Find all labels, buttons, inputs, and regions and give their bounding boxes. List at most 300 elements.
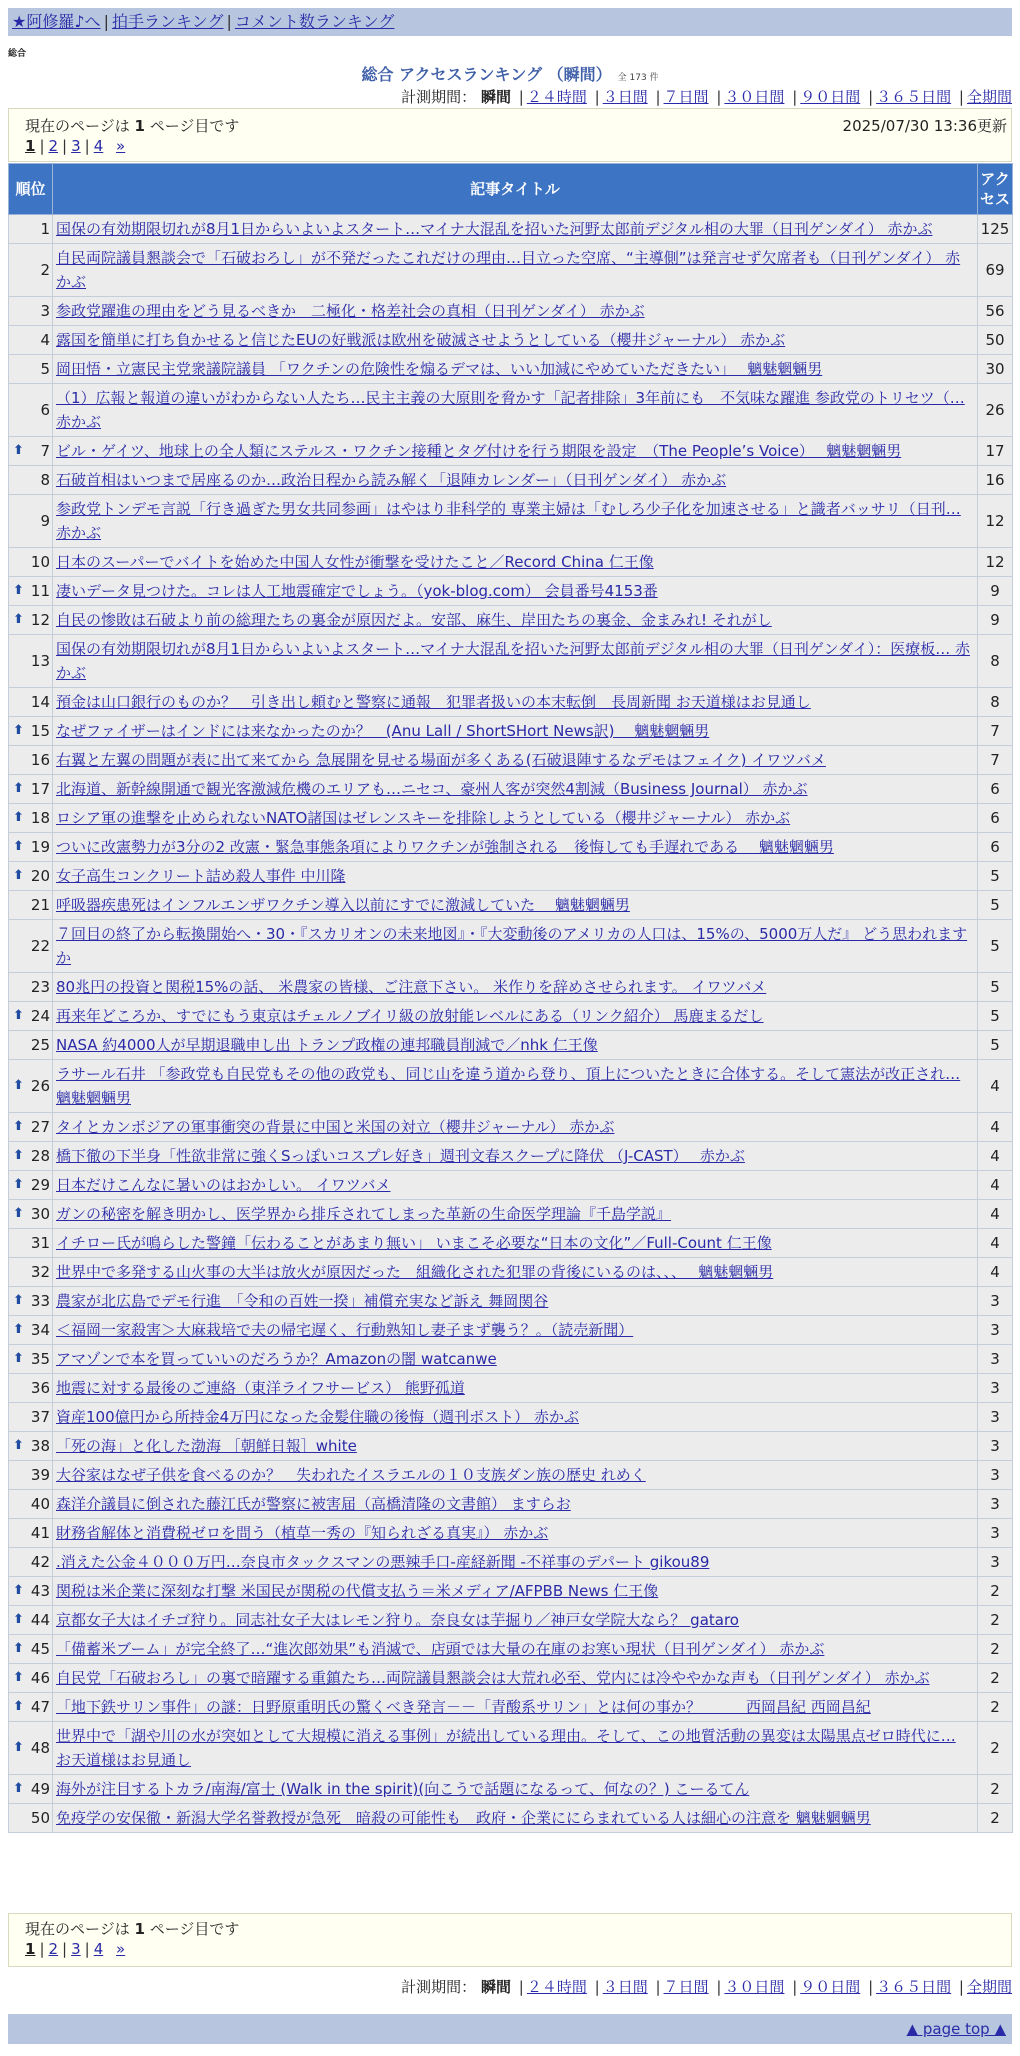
title-cell — [53, 326, 978, 355]
article-title-link[interactable]: 大谷家はなぜ子供を食べるのか？ 失われたイスラエルの１０支族ダン族の歴史 れめく — [56, 1466, 646, 1484]
pager-next[interactable]: » — [116, 1940, 126, 1958]
title-cell — [53, 862, 978, 891]
access-count: 9 — [978, 577, 1013, 606]
table-row — [9, 891, 1013, 920]
rank-cell — [9, 1345, 53, 1374]
article-title-link[interactable]: 再来年どころか、すでにもう東京はチェルノブイリ級の放射能レベルにある（リンク紹介） 馬鹿まるだし — [56, 1007, 764, 1025]
rank-cell — [9, 1031, 53, 1060]
rank-cell — [9, 1635, 53, 1664]
up-arrow-icon: ⬆ — [13, 1351, 24, 1366]
rank-number: 49 — [30, 1780, 50, 1798]
title-cell — [53, 1403, 978, 1432]
rank-number: 36 — [30, 1379, 50, 1397]
rank-cell — [9, 437, 53, 466]
access-count: 50 — [978, 326, 1013, 355]
article-title-link[interactable]: 免疫学の安保徹・新潟大学名誉教授が急死 暗殺の可能性も 政府・企業ににらまれている人は細心の注意を 魑魅魍魎男 — [56, 1809, 871, 1827]
rank-cell — [9, 495, 53, 548]
title-cell — [53, 577, 978, 606]
period-link-365d[interactable]: ３６５日間 — [876, 1978, 952, 1996]
access-count: 12 — [978, 548, 1013, 577]
table-row — [9, 1606, 1013, 1635]
article-title-link[interactable]: タイとカンボジアの軍事衝突の背景に中国と米国の対立（櫻井ジャーナル） 赤かぶ — [56, 1118, 615, 1136]
rank-cell — [9, 577, 53, 606]
access-count: 3 — [978, 1287, 1013, 1316]
rank-number: 27 — [30, 1118, 50, 1136]
rank-cell — [9, 548, 53, 577]
rank-cell — [9, 606, 53, 635]
table-row — [9, 1490, 1013, 1519]
table-row — [9, 1775, 1013, 1804]
table-row — [9, 1113, 1013, 1142]
period-link-90d[interactable]: ９０日間 — [800, 1978, 861, 1996]
access-count: 5 — [978, 973, 1013, 1002]
access-count: 7 — [978, 746, 1013, 775]
article-title-link[interactable]: 世界中で「湖や川の水が突如として大規模に消える事例」が続出している理由。そして、この地質活動の異変は太陽黒点ゼロ時代に… お天道様はお見通し — [56, 1727, 956, 1769]
title-cell — [53, 495, 978, 548]
rank-number: 16 — [30, 751, 50, 769]
title-cell — [53, 1113, 978, 1142]
bottom-period-selector: 計測期間： 瞬間 | ２４時間 | ３日間 | ７日間 | ３０日間 | ９０日間 | ３６５日間 | 全期間 — [401, 1978, 1012, 1996]
access-count: 26 — [978, 384, 1013, 437]
access-count: 16 — [978, 466, 1013, 495]
article-title-link[interactable]: 橋下徹の下半身「性欲非常に強くSっぽいコスプレ好き」週刊文春スクープに降伏 （J-CAST） 赤かぶ — [56, 1147, 745, 1165]
rank-cell — [9, 891, 53, 920]
access-count: 30 — [978, 355, 1013, 384]
up-arrow-icon: ⬆ — [13, 1078, 24, 1093]
pager-link-3[interactable]: 3 — [71, 1940, 81, 1958]
article-title-link[interactable]: ロシア軍の進撃を止められないNATO諸国はゼレンスキーを排除しようとしている（櫻井ジャーナル） 赤かぶ — [56, 809, 791, 827]
title-cell — [53, 973, 978, 1002]
article-title-link[interactable]: アマゾンで本を買っていいのだろうか？Amazonの闇 watcanwe — [56, 1350, 497, 1368]
pager-link-4[interactable]: 4 — [93, 137, 104, 155]
article-title-link[interactable]: 資産100億円から所持金4万円になった金髪住職の後悔（週刊ポスト） 赤かぶ — [56, 1408, 579, 1426]
article-title-link[interactable]: ＜福岡一家殺害＞大麻栽培で夫の帰宅遅く、行動熟知し妻子まず襲う？。（読売新聞） — [56, 1321, 634, 1339]
rank-cell — [9, 1171, 53, 1200]
table-row — [9, 1258, 1013, 1287]
access-count: 2 — [978, 1804, 1013, 1833]
title-cell — [53, 1664, 978, 1693]
article-title-link[interactable]: ガンの秘密を解き明かし、医学界から排斥されてしまった革新の生命医学理論『千島学説』 — [56, 1205, 672, 1223]
footer-bar — [8, 2014, 1012, 2044]
article-title-link[interactable]: 参政党躍進の理由をどう見るべきか 二極化・格差社会の真相（日刊ゲンダイ） 赤かぶ — [56, 302, 645, 320]
article-title-link[interactable]: 世界中で多発する山火事の大半は放火が原因だった 組織化された犯罪の背後にいるのは、、、 魑魅魍魎男 — [56, 1263, 774, 1281]
rank-number: 26 — [30, 1077, 50, 1095]
up-arrow-icon: ⬆ — [13, 810, 24, 825]
title-cell — [53, 746, 978, 775]
article-title-link[interactable]: 農家が北広島でデモ行進 「令和の百姓一揆」補償充実など訴え 舞岡関谷 — [56, 1292, 549, 1310]
title-cell — [53, 1229, 978, 1258]
article-title-link[interactable]: 自民両院議員懇談会で「石破おろし」が不発だったこれだけの理由…目立った空席、“主導側”は発言せず欠席者も（日刊ゲンダイ） 赤かぶ — [56, 249, 961, 291]
table-row — [9, 1693, 1013, 1722]
period-label: 計測期間： — [401, 88, 477, 106]
table-row — [9, 746, 1013, 775]
up-arrow-icon: ⬆ — [13, 1438, 24, 1453]
rank-number: 24 — [30, 1007, 50, 1025]
rank-number: 5 — [40, 360, 50, 378]
article-title-link[interactable]: ビル・ゲイツ、地球上の全人類にステルス・ワクチン接種とタグ付けを行う期限を設定 （The People’s Voice） 魑魅魍魎男 — [56, 442, 902, 460]
title-cell — [53, 1002, 978, 1031]
access-count: 3 — [978, 1461, 1013, 1490]
access-count: 5 — [978, 1031, 1013, 1060]
rank-number: 23 — [30, 978, 50, 996]
period-link-24h[interactable]: ２４時間 — [526, 88, 587, 106]
table-row — [9, 1548, 1013, 1577]
title-cell — [53, 688, 978, 717]
rank-cell — [9, 1142, 53, 1171]
table-row — [9, 775, 1013, 804]
title-cell — [53, 1316, 978, 1345]
title-cell — [53, 548, 978, 577]
article-title-link[interactable]: 「地下鉄サリン事件」の謎：日野原重明氏の驚くべき発言－－「青酸系サリン」とは何の事か？ 西岡昌紀 西岡昌紀 — [56, 1698, 871, 1716]
article-title-link[interactable]: 海外が注目するトカラ/南海/富士 (Walk in the spirit)(向こうで話題になるって、何なの？) こーるてん — [56, 1780, 750, 1798]
title-cell — [53, 1374, 978, 1403]
pager-current: 1 — [25, 1940, 36, 1958]
article-title-link[interactable]: 国保の有効期限切れが8月1日からいよいよスタート…マイナ大混乱を招いた河野太郎前デジタル相の大罪（日刊ゲンダイ）：医療板… 赤かぶ — [56, 640, 970, 682]
period-link-7d[interactable]: ７日間 — [663, 88, 709, 106]
rank-number: 22 — [30, 937, 50, 955]
table-row — [9, 1171, 1013, 1200]
article-title-link[interactable]: 露国を簡単に打ち負かせると信じたEUの好戦派は欧州を破滅させようとしている（櫻井ジャーナル） 赤かぶ — [56, 331, 786, 349]
access-count: 2 — [978, 1722, 1013, 1775]
up-arrow-icon: ⬆ — [13, 612, 24, 627]
up-arrow-icon: ⬆ — [13, 781, 24, 796]
access-count: 3 — [978, 1374, 1013, 1403]
article-title-link[interactable]: なぜファイザーはインドには来なかったのか？ (Anu Lall / ShortSHort News訳) 魑魅魍魎男 — [56, 722, 710, 740]
article-title-link[interactable]: 財務省解体と消費税ゼロを問う（植草一秀の『知られざる真実』） 赤かぶ — [56, 1524, 549, 1542]
article-title-link[interactable]: 地震に対する最後のご連絡（東洋ライフサービス） 熊野孤道 — [56, 1379, 465, 1397]
title-cell — [53, 804, 978, 833]
article-title-link[interactable]: 「備蓄米ブーム」が完全終了…“進次郎効果”も消滅で、店頭では大量の在庫のお寒い現状（日刊ゲンダイ） 赤かぶ — [56, 1640, 825, 1658]
table-row — [9, 548, 1013, 577]
title-cell — [53, 833, 978, 862]
header-title: 記事タイトル — [53, 164, 978, 215]
pager-link-2[interactable]: 2 — [48, 137, 59, 155]
article-title-link[interactable]: 国保の有効期限切れが8月1日からいよいよスタート…マイナ大混乱を招いた河野太郎前デジタル相の大罪（日刊ゲンダイ） 赤かぶ — [56, 220, 933, 238]
table-row — [9, 606, 1013, 635]
rank-cell — [9, 1258, 53, 1287]
up-arrow-icon: ⬆ — [13, 1322, 24, 1337]
table-row — [9, 1635, 1013, 1664]
rank-number: 33 — [30, 1292, 50, 1310]
table-header-row — [9, 164, 1013, 215]
up-arrow-icon: ⬆ — [13, 443, 24, 458]
rank-cell — [9, 920, 53, 973]
period-link-30d[interactable]: ３０日間 — [724, 88, 785, 106]
page-info-bar — [8, 108, 1012, 162]
rank-cell — [9, 1316, 53, 1345]
section-label: 総合 — [8, 49, 27, 59]
bottom-current-page-info: 現在のページは 1 ページ目です — [25, 1920, 240, 1938]
article-title-link[interactable]: 自民の惨敗は石破より前の総理たちの裏金が原因だよ。安部、麻生、岸田たちの裏金、金まみれ! それがし — [56, 611, 772, 629]
table-row — [9, 355, 1013, 384]
rank-cell — [9, 775, 53, 804]
period-link-7d[interactable]: ７日間 — [663, 1978, 709, 1996]
article-title-link[interactable]: 凄いデータ見つけた。コレは人工地震確定でしょう。（yok-blog.com） 会員番号4153番 — [56, 582, 658, 600]
article-title-link[interactable]: （1）広報と報道の違いがわからない人たち…民主主義の大原則を脅かす「記者排除」3年前にも 不気味な躍進 参政党のトリセツ（… 赤かぶ — [56, 389, 965, 431]
title-cell — [53, 1606, 978, 1635]
article-title-link[interactable]: 北海道、新幹線開通で観光客激減危機のエリアも…ニセコ、豪州人客が突然4割減（Business Journal） 赤かぶ — [56, 780, 808, 798]
rank-cell — [9, 384, 53, 437]
period-label: 計測期間： — [401, 1978, 477, 1996]
rank-cell — [9, 1200, 53, 1229]
table-row — [9, 1519, 1013, 1548]
period-link-3d[interactable]: ３日間 — [602, 88, 648, 106]
nav-separator: | — [103, 12, 109, 31]
up-arrow-icon: ⬆ — [13, 583, 24, 598]
article-title-link[interactable]: 右翼と左翼の問題が表に出て来てから 急展開を見せる場面が多くある(石破退陣するなデモはフェイク) イワツバメ — [56, 751, 826, 769]
up-arrow-icon: ⬆ — [13, 1119, 24, 1134]
rank-cell — [9, 1461, 53, 1490]
title-cell — [53, 1432, 978, 1461]
current-page-number: 1 — [134, 117, 145, 135]
rank-number: 4 — [40, 331, 50, 349]
rank-number: 15 — [30, 722, 50, 740]
access-count: 5 — [978, 862, 1013, 891]
up-arrow-icon: ⬆ — [13, 1670, 24, 1685]
rank-cell — [9, 466, 53, 495]
rank-cell — [9, 688, 53, 717]
nav-separator: | — [226, 12, 232, 31]
table-row — [9, 384, 1013, 437]
table-row — [9, 1002, 1013, 1031]
access-count: 2 — [978, 1693, 1013, 1722]
title-cell — [53, 437, 978, 466]
access-count: 3 — [978, 1519, 1013, 1548]
table-row — [9, 635, 1013, 688]
article-title-link[interactable]: 自民党「石破おろし」の裏で暗躍する重鎮たち…両院議員懇談会は大荒れ必至、党内には冷ややかな声も（日刊ゲンダイ） 赤かぶ — [56, 1669, 930, 1687]
access-count: 5 — [978, 920, 1013, 973]
table-row — [9, 1031, 1013, 1060]
access-count: 2 — [978, 1577, 1013, 1606]
access-count: 8 — [978, 635, 1013, 688]
rank-cell — [9, 973, 53, 1002]
pager-next[interactable]: » — [116, 137, 126, 155]
table-row — [9, 437, 1013, 466]
article-title-link[interactable]: 日本だけこんなに暑いのはおかしい。 イワツバメ — [56, 1176, 391, 1194]
access-count: 3 — [978, 1490, 1013, 1519]
table-row — [9, 862, 1013, 891]
access-count: 2 — [978, 1664, 1013, 1693]
period-selector: 計測期間： 瞬間 | ２４時間 | ３日間 | ７日間 | ３０日間 | ９０日間 | ３６５日間 | 全期間 — [401, 88, 1012, 106]
rank-cell — [9, 1775, 53, 1804]
article-title-link[interactable]: ７回目の終了から転換開始へ・30・『スカリオンの未来地図』・『大変動後のアメリカの人口は、15%の、5000万人だ』 どう思われますか — [56, 925, 968, 967]
access-count: 4 — [978, 1200, 1013, 1229]
title-cell — [53, 920, 978, 973]
rank-cell — [9, 1490, 53, 1519]
page-top-link[interactable]: ▲ page top ▲ — [906, 2020, 1006, 2038]
rank-cell — [9, 1722, 53, 1775]
title-cell — [53, 1345, 978, 1374]
title-cell — [53, 891, 978, 920]
rank-cell — [9, 1113, 53, 1142]
title-cell — [53, 1200, 978, 1229]
table-row — [9, 1664, 1013, 1693]
table-row — [9, 215, 1013, 244]
rank-number: 37 — [30, 1408, 50, 1426]
rank-number: 38 — [30, 1437, 50, 1455]
article-title-link[interactable]: 京都女子大はイチゴ狩り。同志社女子大はレモン狩り。奈良女は芋掘り／神戸女学院大なら？ gataro — [56, 1611, 739, 1629]
title-cell — [53, 1142, 978, 1171]
rank-number: 20 — [30, 867, 50, 885]
title-cell — [53, 466, 978, 495]
article-title-link[interactable]: 預金は山口銀行のものか？ 引き出し頼むと警察に通報 犯罪者扱いの本末転倒 長周新聞 お天道様はお見通し — [56, 693, 811, 711]
article-title-link[interactable]: ついに改憲勢力が3分の2 改憲・緊急事態条項によりワクチンが強制される 後悔しても手遅れである 魑魅魍魎男 — [56, 838, 834, 856]
table-row — [9, 1345, 1013, 1374]
table-row — [9, 1229, 1013, 1258]
title-cell — [53, 1461, 978, 1490]
rank-cell — [9, 1548, 53, 1577]
top-navigation — [8, 8, 1012, 36]
table-row — [9, 1374, 1013, 1403]
article-title-link[interactable]: 「死の海」と化した渤海 ［朝鮮日報］white — [56, 1437, 357, 1455]
access-count: 9 — [978, 606, 1013, 635]
access-count: 5 — [978, 891, 1013, 920]
pager-link-2[interactable]: 2 — [48, 1940, 59, 1958]
rank-number: 17 — [30, 780, 50, 798]
table-row — [9, 833, 1013, 862]
title-cell — [53, 1693, 978, 1722]
article-title-link[interactable]: ラサール石井 「参政党も自民党もその他の政党も、同じ山を違う道から登り、頂上についたときに合体する。そして憲法が改正され… 魑魅魍魎男 — [56, 1065, 961, 1107]
title-cell — [53, 215, 978, 244]
up-arrow-icon: ⬆ — [13, 1583, 24, 1598]
article-title-link[interactable]: 関税は米企業に深刻な打撃 米国民が関税の代償支払う＝米メディア/AFPBB News 仁王像 — [56, 1582, 659, 1600]
article-title-link[interactable]: 80兆円の投資と関税15%の話、 米農家の皆様、ご注意下さい。 米作りを辞めさせられます。 イワツバメ — [56, 978, 767, 996]
title-cell — [53, 635, 978, 688]
rank-number: 11 — [30, 582, 50, 600]
rank-number: 12 — [30, 611, 50, 629]
up-arrow-icon: ⬆ — [13, 1148, 24, 1163]
up-arrow-icon: ⬆ — [13, 1699, 24, 1714]
rank-number: 41 — [30, 1524, 50, 1542]
current-page-info: 現在のページは 1 ページ目です — [25, 117, 240, 135]
rank-number: 32 — [30, 1263, 50, 1281]
article-title-link[interactable]: 女子高生コンクリート詰め殺人事件 中川隆 — [56, 867, 346, 885]
article-title-link[interactable]: 日本のスーパーでバイトを始めた中国人女性が衝撃を受けたこと／Record China 仁王像 — [56, 553, 654, 571]
period-link-24h[interactable]: ２４時間 — [526, 1978, 587, 1996]
period-link-365d[interactable]: ３６５日間 — [876, 88, 952, 106]
rank-cell — [9, 1519, 53, 1548]
title-cell — [53, 1287, 978, 1316]
article-title-link[interactable]: 岡田悟・立憲民主党衆議院議員 「ワクチンの危険性を煽るデマは、いい加減にやめていただきたい」 魑魅魍魎男 — [56, 360, 823, 378]
rank-number: 44 — [30, 1611, 50, 1629]
table-row — [9, 1722, 1013, 1775]
rank-number: 6 — [40, 401, 50, 419]
access-count: 4 — [978, 1060, 1013, 1113]
up-arrow-icon: ⬆ — [13, 1177, 24, 1192]
access-count: 69 — [978, 244, 1013, 297]
table-row — [9, 920, 1013, 973]
article-title-link[interactable]: 森洋介議員に倒された藤江氏が警察に被害届（高橋清隆の文書館） ますらお — [56, 1495, 571, 1513]
period-link-all[interactable]: 全期間 — [966, 1978, 1012, 1996]
rank-cell — [9, 326, 53, 355]
access-count: 4 — [978, 1171, 1013, 1200]
header-access: アクセス — [978, 164, 1013, 215]
article-title-link[interactable]: NASA 約4000人が早期退職申し出 トランプ政権の連邦職員削減で／nhk 仁王像 — [56, 1036, 598, 1054]
access-count: 4 — [978, 1229, 1013, 1258]
rank-number: 31 — [30, 1234, 50, 1252]
rank-number: 48 — [30, 1739, 50, 1757]
pager-link-3[interactable]: 3 — [71, 137, 81, 155]
up-arrow-icon: ⬆ — [13, 1293, 24, 1308]
header-rank: 順位 — [9, 164, 53, 215]
up-arrow-icon: ⬆ — [13, 1641, 24, 1656]
pager: 1 | 2 | 3 | 4 » — [25, 137, 126, 155]
up-arrow-icon: ⬆ — [13, 839, 24, 854]
rank-cell — [9, 1002, 53, 1031]
title-cell — [53, 244, 978, 297]
access-count: 56 — [978, 297, 1013, 326]
up-arrow-icon: ⬆ — [13, 723, 24, 738]
pager-link-4[interactable]: 4 — [93, 1940, 104, 1958]
access-count: 6 — [978, 775, 1013, 804]
rank-number: 18 — [30, 809, 50, 827]
table-row — [9, 973, 1013, 1002]
rank-cell — [9, 1606, 53, 1635]
table-row — [9, 1142, 1013, 1171]
article-title-link[interactable]: 石破首相はいつまで居座るのか…政治日程から読み解く「退陣カレンダー」（日刊ゲンダイ） 赤かぶ — [56, 471, 727, 489]
access-count: 4 — [978, 1142, 1013, 1171]
table-row — [9, 1461, 1013, 1490]
up-arrow-icon: ⬆ — [13, 868, 24, 883]
rank-cell — [9, 244, 53, 297]
rank-number: 13 — [30, 652, 50, 670]
table-row — [9, 495, 1013, 548]
rank-cell — [9, 1060, 53, 1113]
title-cell — [53, 1060, 978, 1113]
article-title-link[interactable]: 呼吸器疾患死はインフルエンザワクチン導入以前にすでに激減していた 魑魅魍魎男 — [56, 896, 630, 914]
pager-current: 1 — [25, 137, 36, 155]
access-count: 17 — [978, 437, 1013, 466]
title-cell — [53, 717, 978, 746]
rank-cell — [9, 746, 53, 775]
article-title-link[interactable]: イチロー氏が鳴らした警鐘「伝わることがあまり無い」 いまこそ必要な“日本の文化”／Full-Count 仁王像 — [56, 1234, 772, 1252]
rank-cell — [9, 717, 53, 746]
title-cell — [53, 1635, 978, 1664]
title-cell — [53, 775, 978, 804]
period-link-all[interactable]: 全期間 — [966, 88, 1012, 106]
table-row — [9, 804, 1013, 833]
page-title — [0, 62, 1020, 85]
title-cell — [53, 1548, 978, 1577]
period-link-3d[interactable]: ３日間 — [602, 1978, 648, 1996]
rank-number: 47 — [30, 1698, 50, 1716]
rank-number: 39 — [30, 1466, 50, 1484]
rank-number: 2 — [40, 261, 50, 279]
rank-number: 34 — [30, 1321, 50, 1339]
article-title-link[interactable]: 参政党トンデモ言説「行き過ぎた男女共同参画」はやはり非科学的 専業主婦は「むしろ少子化を加速させる」と識者バッサリ（日刊… 赤かぶ — [56, 500, 961, 542]
title-cell — [53, 606, 978, 635]
table-row — [9, 1804, 1013, 1833]
rank-number: 46 — [30, 1669, 50, 1687]
ranking-table-body — [9, 215, 1013, 1833]
article-title-link[interactable]: .消えた公金４０００万円…奈良市タックスマンの悪辣手口-産経新聞 -不祥事のデパート gikou89 — [56, 1553, 710, 1571]
rank-number: 8 — [40, 471, 50, 489]
access-count: 3 — [978, 1548, 1013, 1577]
table-row — [9, 244, 1013, 297]
rank-cell — [9, 1374, 53, 1403]
nav-link-asyura-home[interactable]: ★阿修羅♪へ — [12, 12, 101, 31]
table-row — [9, 1287, 1013, 1316]
rank-cell — [9, 355, 53, 384]
ranking-table — [8, 163, 1013, 1833]
nav-link-comment-ranking[interactable]: コメント数ランキング — [234, 12, 395, 31]
nav-link-applause-ranking[interactable]: 拍手ランキング — [111, 12, 224, 31]
period-link-30d[interactable]: ３０日間 — [724, 1978, 785, 1996]
period-link-90d[interactable]: ９０日間 — [800, 88, 861, 106]
up-arrow-icon: ⬆ — [13, 1781, 24, 1796]
up-arrow-icon: ⬆ — [13, 1612, 24, 1627]
access-count: 12 — [978, 495, 1013, 548]
